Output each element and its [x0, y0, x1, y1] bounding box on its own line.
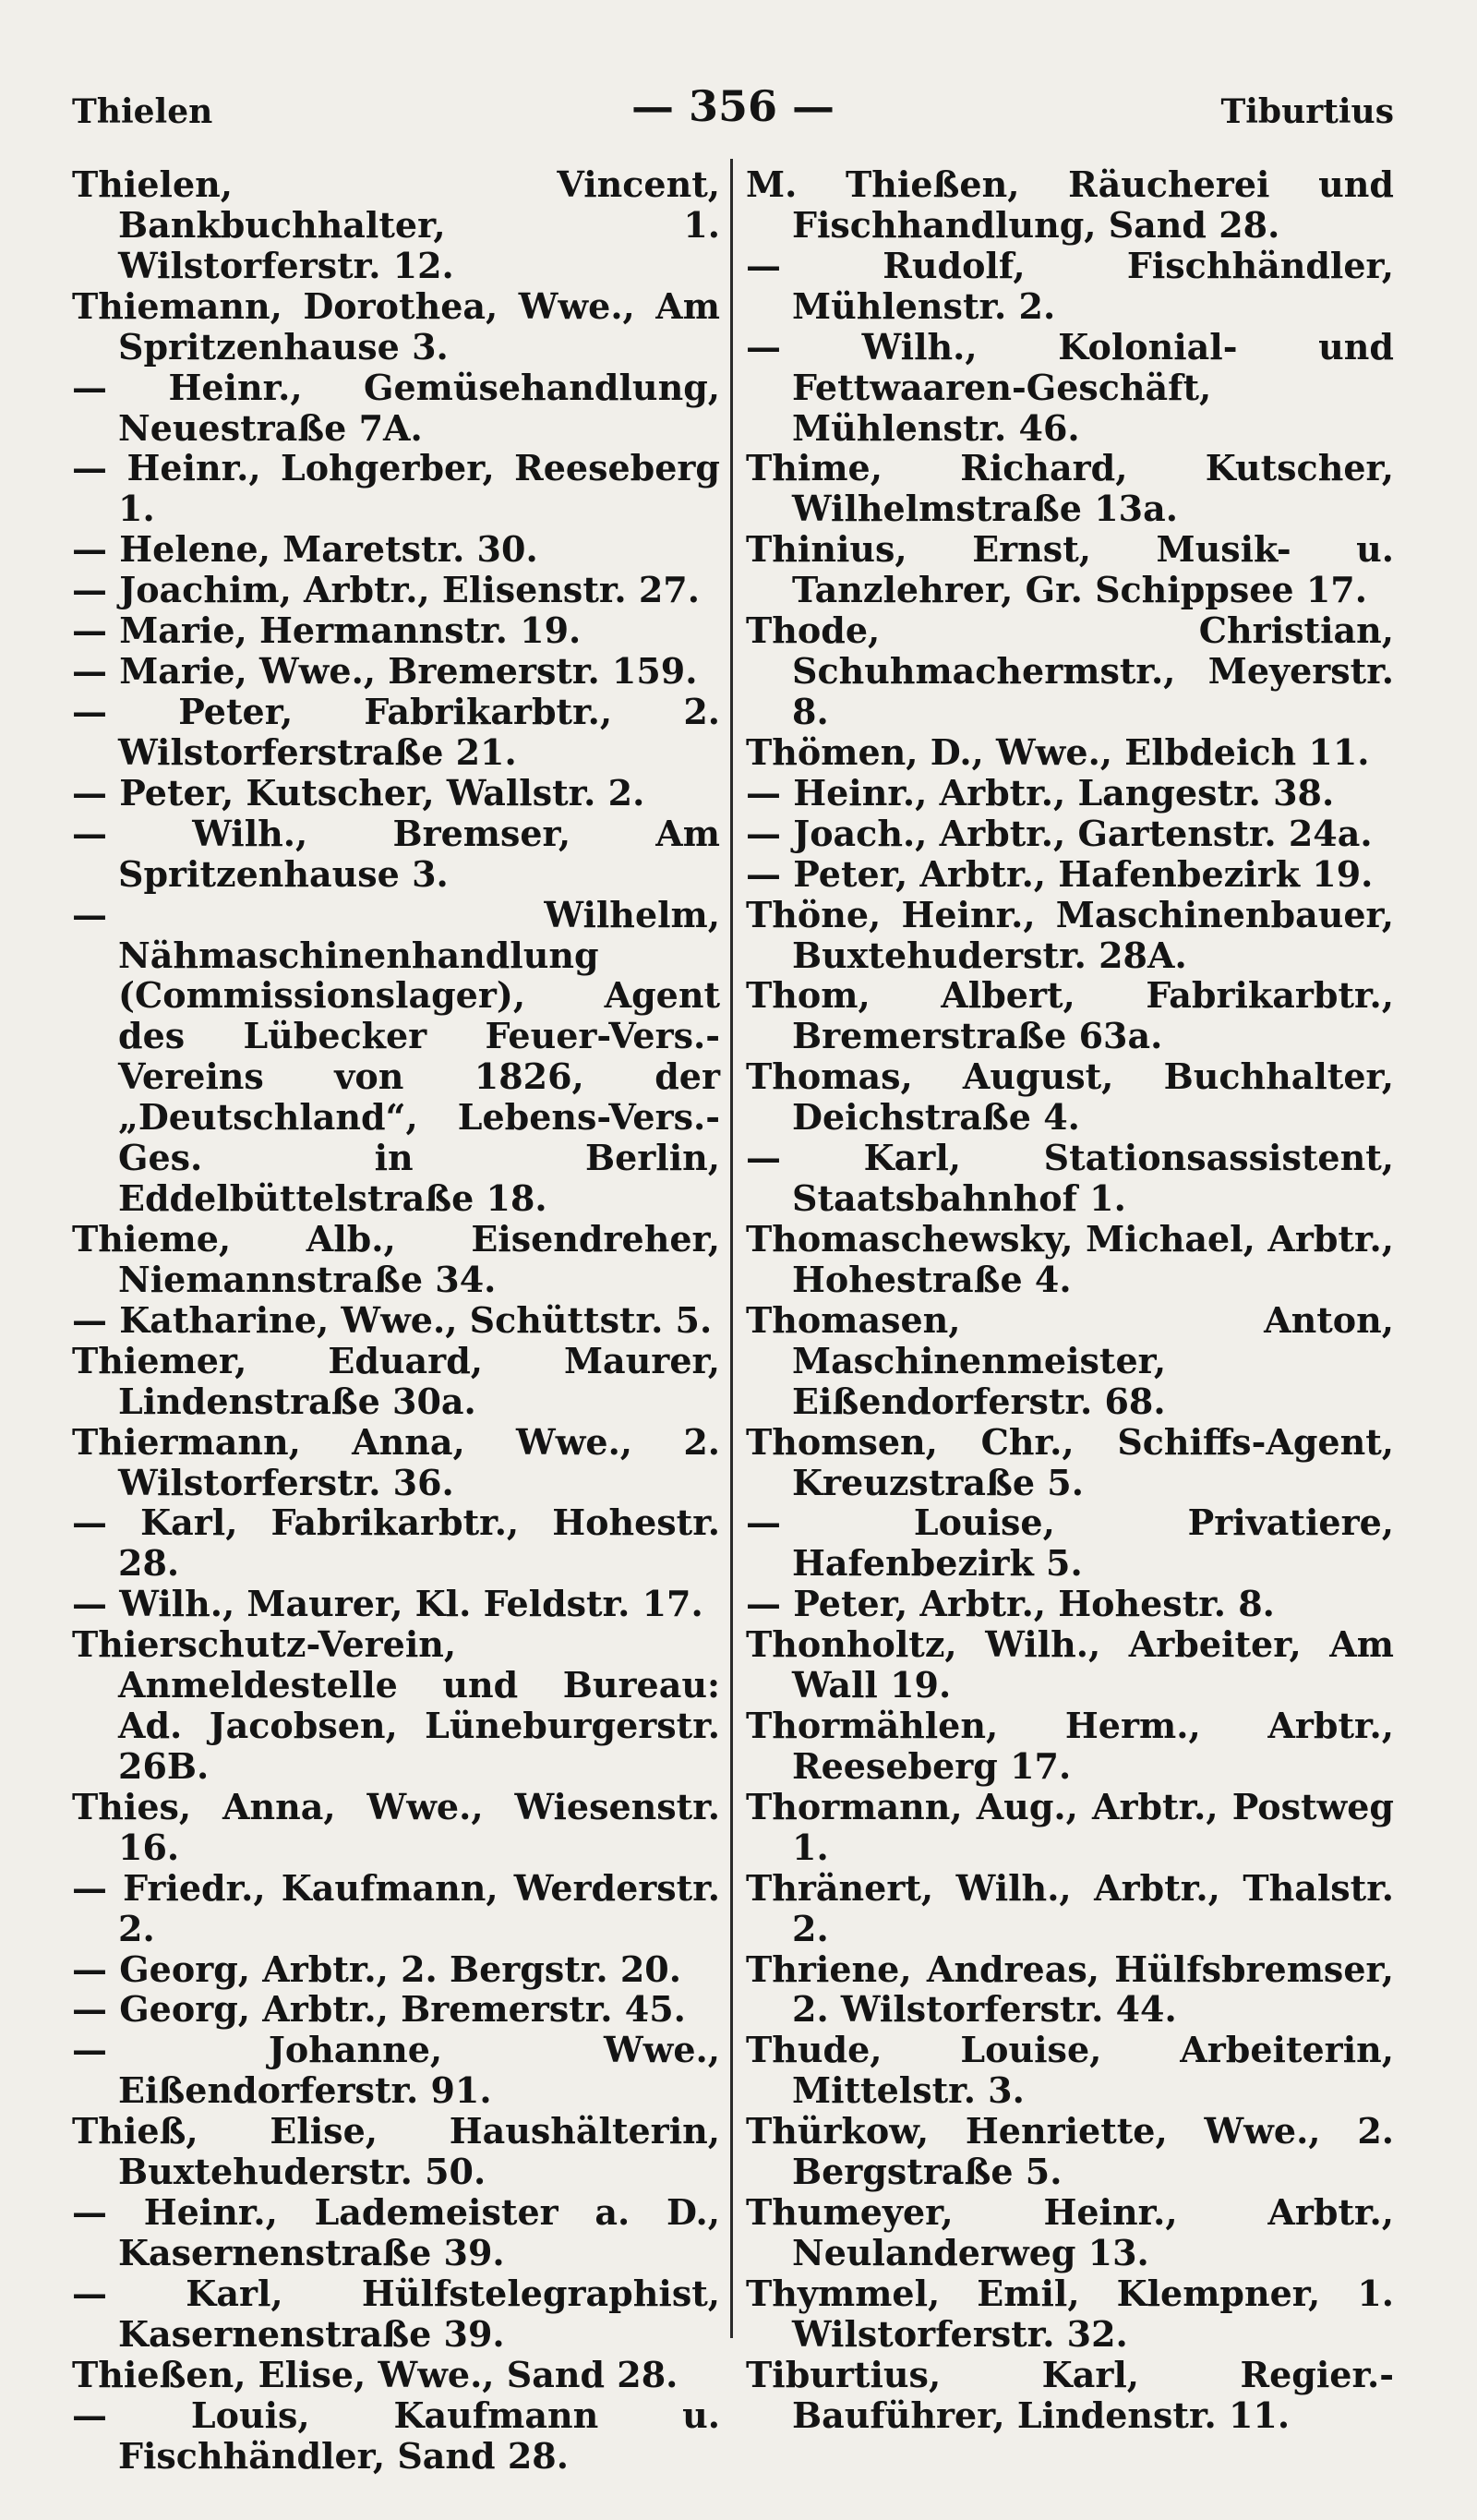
directory-entry: Thumeyer, Heinr., Arbtr., Neulanderweg 13.: [746, 2191, 1394, 2274]
directory-entry: Thode, Christian, Schuhmachermstr., Meyerstr. 8.: [746, 609, 1394, 732]
right-column: [746, 164, 1394, 2436]
directory-entry: Thymmel, Emil, Klempner, 1. Wilstorferstr. 32.: [746, 2272, 1394, 2355]
directory-entry: — Peter, Kutscher, Wallstr. 2.: [72, 771, 645, 814]
directory-entry: Thürkow, Henriette, Wwe., 2. Bergstraße 5.: [746, 2110, 1394, 2193]
directory-entry: Thießen, Elise, Wwe., Sand 28.: [72, 2353, 678, 2395]
directory-entry: Thime, Richard, Kutscher, Wilhelmstraße 13a.: [746, 447, 1394, 530]
directory-entry: Thormählen, Herm., Arbtr., Reeseberg 17.: [746, 1705, 1394, 1787]
directory-entry: — Joachim, Arbtr., Elisenstr. 27.: [72, 569, 700, 611]
directory-entry: Thieme, Alb., Eisendreher, Niemannstraße 34.: [72, 1217, 720, 1300]
directory-entry: — Friedr., Kaufmann, Werderstr. 2.: [72, 1866, 720, 1949]
directory-entry: — Heinr., Lademeister a. D., Kasernenstraße 39.: [72, 2191, 720, 2274]
directory-entry: — Georg, Arbtr., Bremerstr. 45.: [72, 1988, 686, 2031]
directory-entry: Thiemer, Eduard, Maurer, Lindenstraße 30a.: [72, 1339, 720, 1422]
directory-entry: Thomasen, Anton, Maschinenmeister, Eißendorferstr. 68.: [746, 1298, 1394, 1422]
directory-entry: — Georg, Arbtr., 2. Bergstr. 20.: [72, 1947, 681, 1990]
left-column: [72, 164, 720, 2477]
running-head-left: Thielen: [72, 92, 213, 131]
directory-entry: Thude, Louise, Arbeiterin, Mittelstr. 3.: [746, 2029, 1394, 2112]
running-head: [72, 81, 1394, 137]
directory-entry: — Heinr., Arbtr., Langestr. 38.: [746, 771, 1335, 814]
page-number: — 356 —: [630, 81, 835, 131]
directory-entry: Thiermann, Anna, Wwe., 2. Wilstorferstr. 36.: [72, 1420, 720, 1503]
directory-entry: M. Thießen, Räucherei und Fischhandlung, Sand 28.: [746, 163, 1394, 246]
directory-entry: — Louise, Privatiere, Hafenbezirk 5.: [746, 1501, 1394, 1585]
directory-entry: Thieß, Elise, Haushälterin, Buxtehuderstr. 50.: [72, 2110, 720, 2193]
directory-entry: Thiemann, Dorothea, Wwe., Am Spritzenhause 3.: [72, 284, 720, 368]
directory-entry: — Wilhelm, Nähmaschinenhandlung (Commissionslager), Agent des Lübecker Feuer-Vers.-Vereins von 1826, der „Deutschland“, Lebens-Vers.-Ges. in Berlin, Eddelbüttelstraße 18.: [72, 893, 720, 1220]
directory-entry: Thonholtz, Wilh., Arbeiter, Am Wall 19.: [746, 1623, 1394, 1706]
column-divider: [730, 159, 733, 2338]
directory-entry: — Joach., Arbtr., Gartenstr. 24a.: [746, 812, 1373, 854]
directory-entry: — Wilh., Kolonial- und Fettwaaren-Geschäft, Mühlenstr. 46.: [746, 325, 1394, 449]
directory-entry: — Wilh., Bremser, Am Spritzenhause 3.: [72, 812, 720, 895]
directory-entry: — Rudolf, Fischhändler, Mühlenstr. 2.: [746, 244, 1394, 327]
directory-entry: Thomas, August, Buchhalter, Deichstraße 4.: [746, 1055, 1394, 1139]
directory-entry: — Wilh., Maurer, Kl. Feldstr. 17.: [72, 1583, 703, 1625]
directory-entry: — Marie, Wwe., Bremerstr. 159.: [72, 650, 698, 693]
directory-entry: — Peter, Arbtr., Hohestr. 8.: [746, 1583, 1275, 1625]
directory-entry: Thömen, D., Wwe., Elbdeich 11.: [746, 730, 1370, 773]
directory-entry: — Johanne, Wwe., Eißendorferstr. 91.: [72, 2029, 720, 2112]
running-head-right: Tiburtius: [1220, 92, 1394, 131]
directory-entry: Thom, Albert, Fabrikarbtr., Bremerstraße 63a.: [746, 974, 1394, 1057]
directory-entry: — Karl, Fabrikarbtr., Hohestr. 28.: [72, 1501, 720, 1585]
directory-entry: — Louis, Kaufmann u. Fischhändler, Sand 28.: [72, 2393, 720, 2477]
directory-entry: Thies, Anna, Wwe., Wiesenstr. 16.: [72, 1785, 720, 1868]
directory-entry: — Katharine, Wwe., Schüttstr. 5.: [72, 1298, 713, 1341]
directory-entry: — Peter, Fabrikarbtr., 2. Wilstorferstraße 21.: [72, 690, 720, 773]
directory-entry: Thormann, Aug., Arbtr., Postweg 1.: [746, 1785, 1394, 1868]
directory-entry: Thränert, Wilh., Arbtr., Thalstr. 2.: [746, 1866, 1394, 1949]
directory-entry: — Karl, Stationsassistent, Staatsbahnhof 1.: [746, 1137, 1394, 1220]
directory-entry: Thriene, Andreas, Hülfsbremser, 2. Wilstorferstr. 44.: [746, 1947, 1394, 2031]
directory-entry: Thierschutz-Verein, Anmeldestelle und Bureau: Ad. Jacobsen, Lüneburgerstr. 26B.: [72, 1623, 720, 1787]
directory-entry: — Marie, Hermannstr. 19.: [72, 609, 582, 652]
directory-entry: Thomaschewsky, Michael, Arbtr., Hohestraße 4.: [746, 1217, 1394, 1300]
directory-entry: Thomsen, Chr., Schiffs-Agent, Kreuzstraße 5.: [746, 1420, 1394, 1503]
directory-entry: — Helene, Maretstr. 30.: [72, 528, 538, 571]
directory-entry: — Heinr., Lohgerber, Reeseberg 1.: [72, 447, 720, 530]
directory-entry: Thöne, Heinr., Maschinenbauer, Buxtehuderstr. 28A.: [746, 893, 1394, 976]
directory-entry: Thinius, Ernst, Musik- u. Tanzlehrer, Gr. Schippsee 17.: [746, 528, 1394, 611]
directory-entry: Tiburtius, Karl, Regier.-Bauführer, Lindenstr. 11.: [746, 2353, 1394, 2436]
directory-entry: — Karl, Hülfstelegraphist, Kasernenstraße 39.: [72, 2272, 720, 2355]
directory-entry: — Heinr., Gemüsehandlung, Neuestraße 7A.: [72, 366, 720, 449]
directory-entry: Thielen, Vincent, Bankbuchhalter, 1. Wilstorferstr. 12.: [72, 163, 720, 286]
directory-entry: — Peter, Arbtr., Hafenbezirk 19.: [746, 852, 1374, 895]
